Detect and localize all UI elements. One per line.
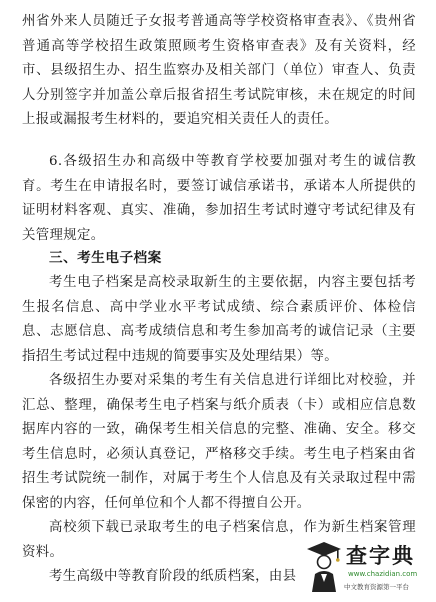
paragraph-archive-verification: 各级招生办要对采集的考生有关信息进行详细比对校验，并汇总、整理，确保考生电子档案与纸介质表（卡）或相应信息数据库内容的一致，确保考生相关信息的完整、准确、安全。移交考生信息时，必须认真登记，严格移交手续。考生电子档案由省招生考试院统一制作，对属于考生个人信息及有关录取过程中需保密的内容，任何单位和个人都不得擅自公开。 bbox=[22, 373, 416, 511]
graduate-figure-icon bbox=[304, 538, 344, 594]
chazidian-watermark-logo bbox=[304, 536, 432, 598]
watermark-slogan: 中文教育资源第一平台 bbox=[344, 583, 409, 591]
watermark-url: www.chazidian.com bbox=[348, 570, 418, 578]
paragraph-archive-definition: 考生电子档案是高校录取新生的主要依据，内容主要包括考生报名信息、高中学业水平考试成绩、综合素质评价、体检信息、志愿信息、高考成绩信息和考生参加高考的诚信记录（主要指招生考试过程中违规的简要事实及处理结果）等。 bbox=[22, 275, 416, 364]
paragraph-item-6: 6.各级招生办和高级中等教育学校要加强对考生的诚信教育。考生在申请报名时，要签订诚信承诺书，承诺本人所提供的证明材料客观、真实、准确，参加招生考试时遵守考试纪律及有关管理规定。 bbox=[22, 154, 416, 243]
paragraph-download-archive: 高校须下载已录取考生的电子档案信息，作为新生档案管理资料。 bbox=[22, 520, 416, 560]
paragraph-continued: 州省外来人员随迁子女报考普通高等学校资格审查表》、《贵州省普通高等学校招生政策照顾考生资格审查表》及有关资料，经市、县级招生办、招生监察办及相关部门（单位）审查人、负责人分别签字并加盖公章后报省招生考试院审核，未在规定的时间上报或漏报考生材料的，要追究相关责任人的责任。 bbox=[22, 14, 416, 128]
section-heading-electronic-archive: 三、考生电子档案 bbox=[49, 250, 162, 266]
watermark-title: 查字典 bbox=[346, 544, 415, 568]
paragraph-paper-archive: 考生高级中等教育阶段的纸质档案，由县 bbox=[49, 569, 297, 584]
